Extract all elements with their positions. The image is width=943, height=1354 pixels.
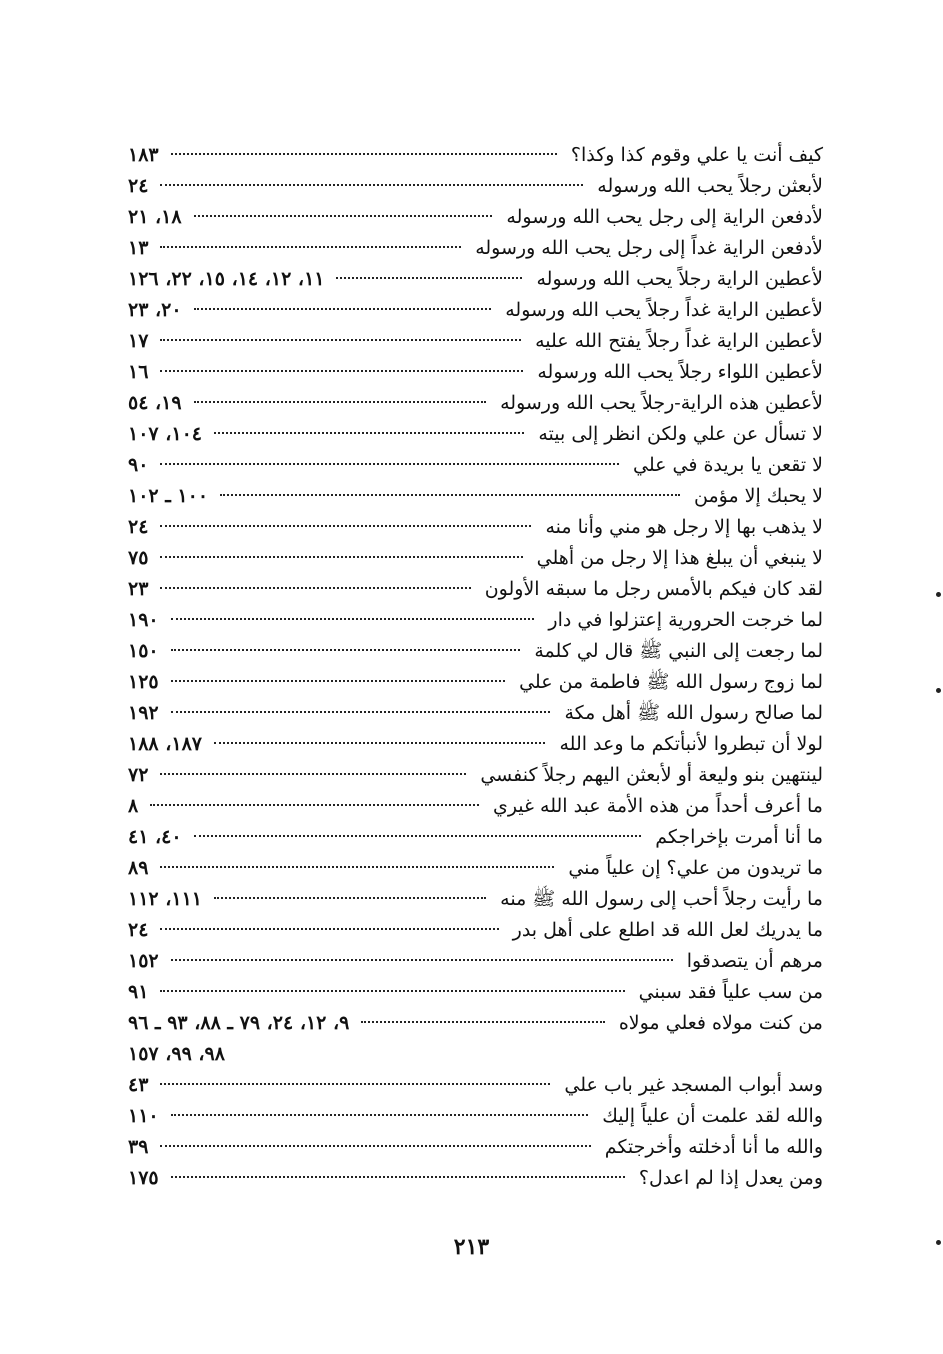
hadith-text: لما خرجت الحرورية إعتزلوا في دار: [548, 609, 823, 631]
dot-leader: [194, 214, 493, 217]
page-references: ١٩٠: [128, 609, 159, 631]
hadith-text: من كنت مولاه فعلي مولاه: [618, 1012, 823, 1034]
index-entry: [128, 729, 823, 760]
dot-leader: [160, 989, 624, 992]
hadith-text: لا يحبك إلا مؤمن: [693, 485, 823, 507]
page-references: ٤٣: [128, 1074, 149, 1096]
dot-leader: [194, 400, 487, 403]
page-references: ١٩، ٥٤: [128, 392, 182, 414]
index-entry: [128, 1070, 823, 1101]
page-references: ١٥٠: [128, 640, 159, 662]
hadith-text: لما زوج رسول الله ﷺ فاطمة من علي: [519, 671, 823, 693]
dot-leader: [171, 152, 557, 155]
index-entry: [128, 791, 823, 822]
hadith-text: لقد كان فيكم بالأمس رجل ما سبقه الأولون: [484, 578, 823, 600]
hadith-text: لأدفعن الراية غداً إلى رجل يحب الله ورسوله: [475, 237, 823, 259]
dot-leader: [171, 679, 505, 682]
hadith-index-list: [128, 140, 823, 1194]
dot-leader: [160, 555, 522, 558]
dot-leader: [361, 1020, 604, 1023]
page-references: ١٨٧، ١٨٨: [128, 733, 202, 755]
index-entry: [128, 1132, 823, 1163]
dot-leader: [214, 896, 486, 899]
index-entry: [128, 977, 823, 1008]
page-references: ١٢٥: [128, 671, 159, 693]
hadith-text: وسد أبواب المسجد غير باب علي: [564, 1074, 823, 1096]
page-references: ٧٢: [128, 764, 149, 786]
hadith-text: لأعطين الراية غداً رجلاً يحب الله ورسوله: [505, 299, 823, 321]
dot-leader: [160, 586, 470, 589]
dot-leader: [194, 834, 642, 837]
index-entry: [128, 667, 823, 698]
hadith-text: لأبعثن رجلاً يحب الله ورسوله: [597, 175, 823, 197]
dot-leader: [171, 958, 673, 961]
page-references: ٣٩: [128, 1136, 149, 1158]
dot-leader: [160, 369, 523, 372]
dot-leader: [194, 307, 492, 310]
hadith-text: والله ما أنا أدخلته وأخرجتكم: [604, 1136, 823, 1158]
index-entry: [128, 388, 823, 419]
page-references: ٩٠: [128, 454, 149, 476]
index-entry: [128, 884, 823, 915]
index-entry: [128, 481, 823, 512]
dot-leader: [160, 338, 521, 341]
dot-leader: [214, 431, 524, 434]
hadith-text: لأعطين الراية غداً رجلاً يفتح الله عليه: [535, 330, 823, 352]
hadith-text: لولا أن تبطروا لأنبأتكم ما وعد الله: [559, 733, 823, 755]
dot-leader: [160, 462, 619, 465]
index-entry: [128, 171, 823, 202]
index-entry: [128, 295, 823, 326]
hadith-text: لا تقعن يا بريدة في علي: [632, 454, 823, 476]
page-references: ١٧: [128, 330, 149, 352]
hadith-text: ما تريدون من علي؟ إن علياً مني: [568, 857, 823, 879]
page-references: ٢٤: [128, 919, 149, 941]
dot-leader: [160, 772, 466, 775]
index-entry: [128, 915, 823, 946]
page-references: ٢٤: [128, 516, 149, 538]
hadith-text: لأعطين اللواء رجلاً يحب الله ورسوله: [537, 361, 823, 383]
hadith-text: والله لقد علمت أن علياً إليك: [602, 1105, 823, 1127]
dot-leader: [150, 803, 479, 806]
page-references: ١٠٤، ١٠٧: [128, 423, 202, 445]
hadith-text: لأدفعن الراية إلى رجل يحب الله ورسوله: [506, 206, 823, 228]
page-references: ١١١، ١١٢: [128, 888, 202, 910]
hadith-text: لأعطين الراية رجلاً يحب الله ورسوله: [536, 268, 823, 290]
page-references: ١١٠: [128, 1105, 159, 1127]
page-references: ٨: [128, 795, 139, 817]
index-entry: [128, 822, 823, 853]
hadith-text: لما رجعت إلى النبي ﷺ قال لي كلمة: [534, 640, 823, 662]
hadith-text: مرهم أن يتصدقوا: [686, 950, 823, 972]
hadith-text: ومن يعدل إذا لم اعدل؟: [638, 1167, 823, 1189]
margin-dot: [936, 688, 941, 693]
dot-leader: [214, 741, 545, 744]
page-references: ٢٣: [128, 578, 149, 600]
index-entry: [128, 357, 823, 388]
hadith-text: ما رأيت رجلاً أحب إلى رسول الله ﷺ منه: [500, 888, 823, 910]
dot-leader: [160, 927, 498, 930]
index-entry: [128, 140, 823, 171]
index-entry: [128, 233, 823, 264]
page-references: ٢٠، ٢٣: [128, 299, 182, 321]
hadith-text: ما أعرف أحداً من هذه الأمة عبد الله غيري: [492, 795, 823, 817]
page-number: ٢١٣: [453, 1234, 490, 1260]
dot-leader: [220, 493, 680, 496]
index-entry: [128, 1163, 823, 1194]
page-references: ١٩٢: [128, 702, 159, 724]
hadith-text: لا يذهب بها إلا رجل هو مني وأنا منه: [545, 516, 823, 538]
dot-leader: [171, 648, 521, 651]
index-entry: [128, 605, 823, 636]
dot-leader: [160, 245, 461, 248]
dot-leader: [160, 1082, 550, 1085]
index-entry: [128, 853, 823, 884]
index-entry: [128, 946, 823, 977]
index-entry: [128, 636, 823, 667]
margin-dot: [936, 592, 941, 597]
margin-dot: [936, 1240, 941, 1245]
hadith-text: لما صالح رسول الله ﷺ أهل مكة: [564, 702, 823, 724]
index-entry: [128, 543, 823, 574]
page-references: ١٨، ٢١: [128, 206, 182, 228]
index-entry: [128, 574, 823, 605]
hadith-text: لا ينبغي أن يبلغ هذا إلا رجل من أهلي: [536, 547, 823, 569]
page-references: ٩١: [128, 981, 149, 1003]
page-references: ١١، ١٢، ١٤، ١٥، ٢٢، ١٢٦: [128, 268, 325, 290]
page-references: ٩، ١٢، ٢٤، ٧٩ ـ ٨٨، ٩٣ ـ ٩٦: [128, 1012, 350, 1034]
page-references: ١٨٣: [128, 144, 159, 166]
index-entry: [128, 202, 823, 233]
index-entry-continuation: [128, 1039, 823, 1070]
dot-leader: [171, 710, 551, 713]
hadith-text: ما يدريك لعل الله قد اطلع على أهل بدر: [512, 919, 823, 941]
dot-leader: [171, 1113, 589, 1116]
dot-leader: [160, 865, 554, 868]
hadith-text: كيف أنت يا علي وقوم كذا وكذا؟: [570, 144, 823, 166]
dot-leader: [171, 617, 535, 620]
page-references: ٤٠، ٤١: [128, 826, 182, 848]
page-references: ٩٨، ٩٩، ١٥٧: [128, 1043, 225, 1065]
index-entry: [128, 264, 823, 295]
index-entry: [128, 326, 823, 357]
page-references: ١٣: [128, 237, 149, 259]
dot-leader: [171, 1175, 625, 1178]
page-references: ١٧٥: [128, 1167, 159, 1189]
index-entry: [128, 450, 823, 481]
index-entry: [128, 1101, 823, 1132]
page-references: ٧٥: [128, 547, 149, 569]
page-references: ٨٩: [128, 857, 149, 879]
hadith-text: لأعطين هذه الراية-رجلاً يحب الله ورسوله: [500, 392, 823, 414]
index-entry: [128, 760, 823, 791]
page-references: ١٠٠ ـ ١٠٢: [128, 485, 209, 507]
dot-leader: [160, 183, 583, 186]
hadith-text: ما أنا أمرت بإخراجكم: [655, 826, 823, 848]
index-entry: [128, 698, 823, 729]
index-entry: [128, 512, 823, 543]
hadith-text: لينتهين بنو وليعة أو لأبعثن اليهم رجلاً كنفسي: [480, 764, 823, 786]
dot-leader: [160, 1144, 590, 1147]
hadith-text: لا تسأل عن علي ولكن انظر إلى بيته: [538, 423, 823, 445]
page-references: ١٥٢: [128, 950, 159, 972]
dot-leader: [160, 524, 531, 527]
hadith-text: من سب علياً فقد سبني: [638, 981, 823, 1003]
page-references: ١٦: [128, 361, 149, 383]
dot-leader: [336, 276, 522, 279]
page-references: ٢٤: [128, 175, 149, 197]
index-entry: [128, 1008, 823, 1039]
index-entry: [128, 419, 823, 450]
